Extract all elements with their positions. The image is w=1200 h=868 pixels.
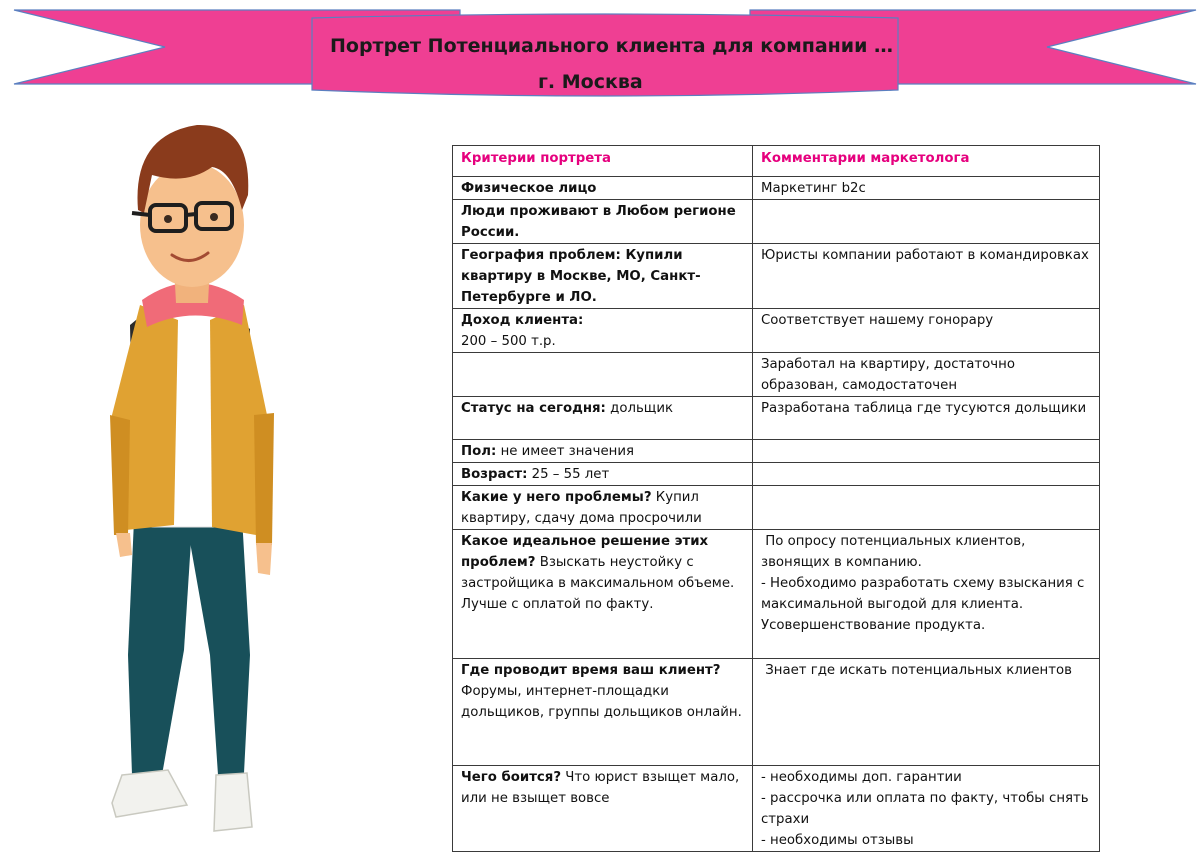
criteria-label: Физическое лицо: [461, 181, 597, 196]
column-header-criteria: Критерии портрета: [453, 146, 753, 177]
comment-line: - Необходимо разработать схему взыскания с максимальной выгодой для клиента. Усовершенствование продукта.: [761, 576, 1085, 633]
criteria-cell: [453, 463, 753, 486]
criteria-cell: [453, 486, 753, 530]
criteria-cell: [453, 353, 753, 397]
page-title-line2: г. Москва: [538, 71, 643, 93]
table-row: [453, 463, 1100, 486]
comment-cell: [753, 200, 1100, 244]
comment-line: - необходимы отзывы: [761, 833, 914, 848]
criteria-cell: [453, 440, 753, 463]
comment-cell: Знает где искать потенциальных клиентов: [753, 659, 1100, 766]
comment-cell: [753, 766, 1100, 852]
criteria-label: Пол:: [461, 444, 497, 459]
table-row: [453, 397, 1100, 440]
criteria-cell: [453, 530, 753, 659]
comment-line: По опросу потенциальных клиентов, звонящих в компанию.: [761, 534, 1030, 570]
criteria-text: Форумы, интернет-площадки дольщиков, группы дольщиков онлайн.: [461, 684, 742, 720]
column-header-comments: Комментарии маркетолога: [753, 146, 1100, 177]
criteria-label: Люди проживают в Любом регионе России.: [461, 204, 736, 240]
table-row: [453, 659, 1100, 766]
criteria-cell: [453, 397, 753, 440]
criteria-label: Доход клиента:: [461, 313, 584, 328]
table-row: [453, 486, 1100, 530]
criteria-cell: [453, 309, 753, 353]
comment-line: - рассрочка или оплата по факту, чтобы снять страхи: [761, 791, 1089, 827]
table-header-row: [453, 146, 1100, 177]
criteria-text: дольщик: [610, 401, 673, 416]
criteria-cell: [453, 177, 753, 200]
table-row: [453, 440, 1100, 463]
table-row: [453, 530, 1100, 659]
comment-cell: Юристы компании работают в командировках: [753, 244, 1100, 309]
comment-cell: Соответствует нашему гонорару: [753, 309, 1100, 353]
criteria-text: не имеет значения: [500, 444, 634, 459]
criteria-text: Купил квартиру, сдачу дома просрочили: [461, 490, 702, 526]
criteria-label: Какие у него проблемы?: [461, 490, 652, 505]
criteria-cell: [453, 766, 753, 852]
table-row: [453, 766, 1100, 852]
table-row: [453, 200, 1100, 244]
comment-cell: Маркетинг b2c: [753, 177, 1100, 200]
criteria-label: Статус на сегодня:: [461, 401, 606, 416]
criteria-cell: [453, 200, 753, 244]
comment-cell: [753, 486, 1100, 530]
criteria-cell: [453, 244, 753, 309]
table-row: [453, 353, 1100, 397]
criteria-label: Какое идеальное решение этих проблем?: [461, 534, 709, 570]
criteria-label: Где проводит время ваш клиент?: [461, 663, 721, 678]
criteria-text: Что юрист взыщет мало, или не взыщет вовсе: [461, 770, 740, 806]
criteria-text: Взыскать неустойку с застройщика в максимальном объеме. Лучше с оплатой по факту.: [461, 555, 735, 612]
comment-cell: Заработал на квартиру, достаточно образован, самодостаточен: [753, 353, 1100, 397]
page-title: [312, 28, 898, 100]
table-row: [453, 244, 1100, 309]
criteria-label: Возраст:: [461, 467, 528, 482]
criteria-cell: [453, 659, 753, 766]
criteria-label: Чего боится?: [461, 770, 562, 785]
page-title-line1: Портрет Потенциального клиента для компании …: [330, 35, 894, 57]
table-row: [453, 309, 1100, 353]
comment-line: - необходимы доп. гарантии: [761, 770, 962, 785]
comment-cell: Разработана таблица где тусуются дольщики: [753, 397, 1100, 440]
criteria-text: 25 – 55 лет: [531, 467, 610, 482]
criteria-text: 200 – 500 т.р.: [461, 334, 556, 349]
comment-cell: [753, 463, 1100, 486]
comment-cell: [753, 530, 1100, 659]
portrait-table: [452, 145, 1100, 852]
comment-cell: [753, 440, 1100, 463]
criteria-label: География проблем: Купили квартиру в Москве, МО, Санкт-Петербурге и ЛО.: [461, 248, 701, 305]
person-illustration: [92, 115, 292, 840]
table-row: [453, 177, 1100, 200]
